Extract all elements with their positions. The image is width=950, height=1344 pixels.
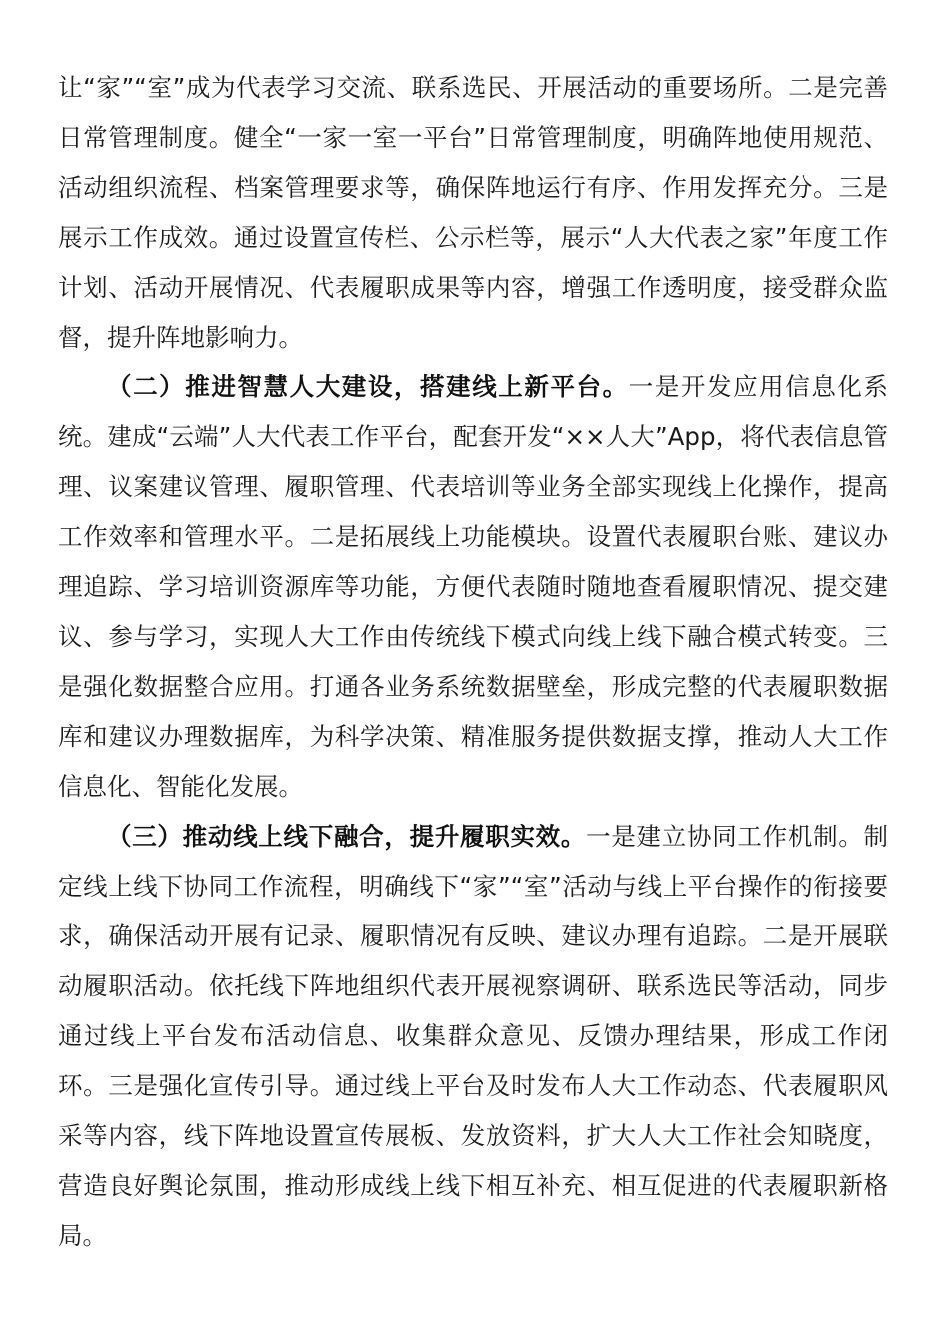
paragraph-text: 一是建立协同工作机制。制定线上线下协同工作流程，明确线下“家”“室”活动与线上平台操作的衔接要求，确保活动开展有记录、履职情况有反映、建议办理有追踪。二是开展联动履职活动。依托线下阵地组织代表开展视察调研、联系选民等活动，同步通过线上平台发布活动信息、收集群众意见、反馈办理结果，形成工作闭环。三是强化宣传引导。通过线上平台及时发布人大工作动态、代表履职风采等内容，线下阵地设置宣传展板、发放资料，扩大人大工作社会知晓度，营造良好舆论氛围，推动形成线上线下相互补充、相互促进的代表履职新格局。: [58, 821, 889, 1250]
paragraph-section-2: [58, 362, 888, 811]
document-body: [58, 63, 888, 1261]
paragraph-text: 一是开发应用信息化系统。建成“云端”人大代表工作平台，配套开发“××人大”App，将代表信息管理、议案建议管理、履职管理、代表培训等业务全部实现线上化操作，提高工作效率和管理水平。二是拓展线上功能模块。设置代表履职台账、建议办理追踪、学习培训资源库等功能，方便代表随时随地查看履职情况、提交建议、参与学习，实现人大工作由传统线下模式向线上线下融合模式转变。三是强化数据整合应用。打通各业务系统数据壁垒，形成完整的代表履职数据库和建议办理数据库，为科学决策、精准服务提供数据支撑，推动人大工作信息化、智能化发展。: [58, 372, 889, 801]
paragraph-text: 让“家”“室”成为代表学习交流、联系选民、开展活动的重要场所。二是完善日常管理制度。健全“一家一室一平台”日常管理制度，明确阵地使用规范、活动组织流程、档案管理要求等，确保阵地运行有序、作用发挥充分。三是展示工作成效。通过设置宣传栏、公示栏等，展示“人大代表之家”年度工作计划、活动开展情况、代表履职成果等内容，增强工作透明度，接受群众监督，提升阵地影响力。: [58, 73, 888, 352]
paragraph-continuation: [58, 63, 888, 362]
section-heading: （三）推动线上线下融合，提升履职实效。: [107, 821, 587, 851]
paragraph-section-3: [58, 812, 888, 1261]
section-heading: （二）推进智慧人大建设，搭建线上新平台。: [107, 372, 629, 402]
